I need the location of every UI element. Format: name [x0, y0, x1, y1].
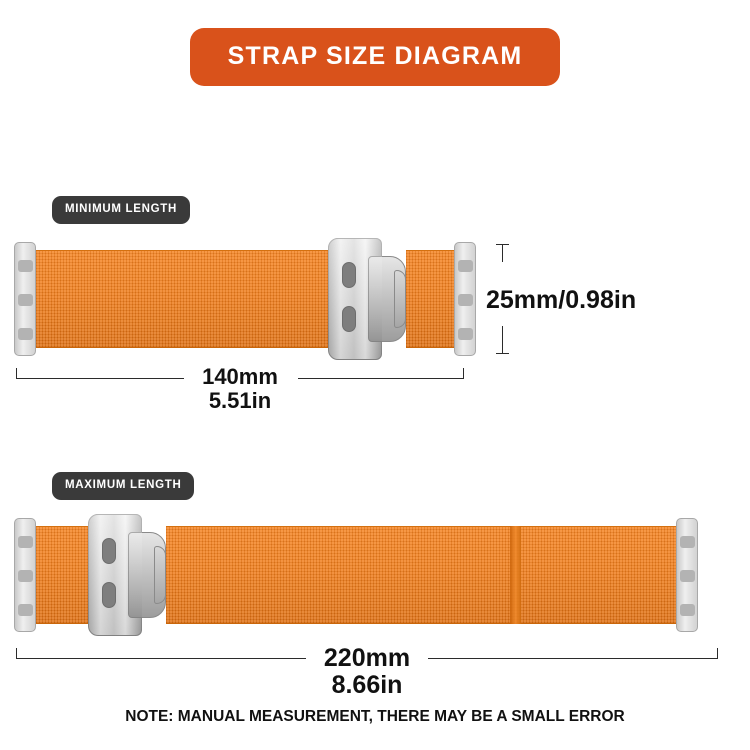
buckle-highlight [328, 238, 382, 360]
buckle-tip [394, 270, 406, 328]
width-extension-top [502, 244, 503, 262]
metal-buckle [320, 236, 406, 362]
strap-maximum [14, 514, 704, 636]
band-fold-seam [510, 526, 521, 624]
lug-pin [18, 604, 33, 616]
length-line-right [428, 658, 718, 659]
lug-pin [458, 294, 473, 306]
lug-pin [680, 536, 695, 548]
metal-buckle [80, 512, 166, 638]
buckle-slot [102, 538, 116, 564]
buckle-tip [154, 546, 166, 604]
length-tick-right [717, 648, 718, 659]
watch-lug-right [454, 242, 476, 356]
buckle-slot [342, 306, 356, 332]
buckle-slot [342, 262, 356, 288]
page-title: STRAP SIZE DIAGRAM [190, 28, 561, 86]
width-tick-bottom [496, 353, 509, 354]
length-value-in: 8.66in [331, 671, 403, 699]
length-line-right [298, 378, 464, 379]
lug-pin [458, 328, 473, 340]
length-value-mm: 220mm [323, 644, 411, 672]
maximum-length-badge: MAXIMUM LENGTH [52, 472, 194, 500]
lug-pin [680, 570, 695, 582]
length-line-left [16, 658, 306, 659]
strap-minimum [14, 238, 484, 360]
watch-lug-left [14, 242, 36, 356]
lug-pin [18, 328, 33, 340]
length-value-mm: 140mm [202, 364, 278, 389]
buckle-slot [102, 582, 116, 608]
lug-pin [18, 570, 33, 582]
watch-lug-right [676, 518, 698, 632]
elastic-band-right [166, 526, 680, 624]
width-extension-bottom [502, 326, 503, 354]
minimum-length-badge: MINIMUM LENGTH [52, 196, 190, 224]
lug-pin [18, 294, 33, 306]
length-value-in: 5.51in [208, 388, 272, 413]
length-tick-right [463, 368, 464, 379]
measurement-note: NOTE: MANUAL MEASUREMENT, THERE MAY BE A SMALL ERROR [125, 708, 625, 725]
lug-pin [18, 260, 33, 272]
width-value: 25mm/0.98in [486, 286, 637, 314]
title-banner [0, 28, 750, 86]
lug-pin [18, 536, 33, 548]
length-tick-left [16, 368, 17, 379]
lug-pin [458, 260, 473, 272]
length-tick-left [16, 648, 17, 659]
buckle-highlight [88, 514, 142, 636]
lug-pin [680, 604, 695, 616]
width-tick-top [496, 244, 509, 245]
elastic-band-left [36, 250, 332, 348]
length-line-left [16, 378, 184, 379]
watch-lug-left [14, 518, 36, 632]
